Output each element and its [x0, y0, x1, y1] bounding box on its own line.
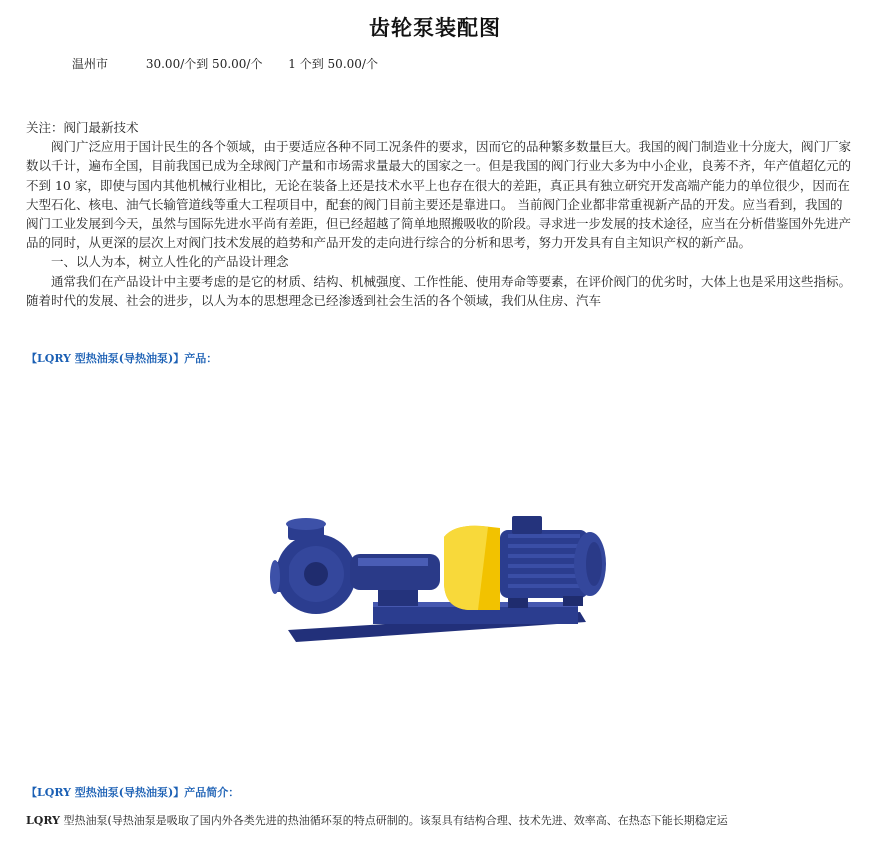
- intro-heading: 【LQRY 型热油泵(导热油泵)】产品简介：: [26, 786, 240, 799]
- pump-product-image: [268, 512, 618, 652]
- product-meta-row: [72, 55, 400, 72]
- article-paragraph: 通常我们在产品设计中主要考虑的是它的材质、结构、机械强度、工作性能、使用寿命等要素，在评价阀门的优劣时，大体上也是采用这些指标。随着时代的发展、社会的进步，以人为本的思想理念已经渗透到社会生活的各个领域，我们从住房、汽车: [26, 273, 852, 308]
- price-range: 30.00/个到 50.00/个: [145, 57, 263, 71]
- section-heading: 一、以人为本，树立人性化的产品设计理念: [51, 254, 289, 270]
- product-intro-line: [26, 812, 866, 828]
- quantity-range: 1 个到 50.00/个: [288, 57, 378, 71]
- article-body: [26, 118, 854, 310]
- product-heading: 【LQRY 型热油泵(导热油泵)】产品：: [26, 352, 218, 365]
- intro-model: LQRY: [26, 814, 60, 827]
- focus-line: 关注：阀门最新技术: [26, 120, 139, 135]
- intro-text: 型热油泵(导热油泵是吸取了国内外各类先进的热油循环泵的特点研制的。该泵具有结构合理、技术先进、效率高、在热态下能长期稳定运: [63, 814, 728, 827]
- document-title: 齿轮泵装配图: [369, 16, 501, 40]
- article-paragraph: 阀门广泛应用于国计民生的各个领域，由于要适应各种不同工况条件的要求，因而它的品种繁多数量巨大。我国的阀门制造业十分庞大，阀门厂家数以千计，遍布全国，目前我国已成为全球阀门产量和市场需求量最大的国家之一。但是我国的阀门行业大多为中小企业，良莠不齐，年产值超亿元的不到 10 家，即使与国内其他机械行业相比，无论在装备上还是技术水平上也存在很大的差距，真正具有独立研究开发高端产能力的单位很少，因而在大型石化、核电、油气长输管道线等重大工程项目中，配套的阀门目前主要还是靠进口。 当前阀门企业都非常重视新产品的开发。应当看到，我国的阀门工业发展到今天，虽然与国际先进水平尚有差距，但已经超越了简单地照搬吸收的阶段。寻求进一步发展的技术途径，应当在分析借鉴国外先进产品的同时，从更深的层次上对阀门技术发展的趋势和产品开发的走向进行综合的分析和思考，努力开发具有自主知识产权的新产品。: [26, 139, 852, 251]
- city-label: 温州市: [72, 57, 109, 71]
